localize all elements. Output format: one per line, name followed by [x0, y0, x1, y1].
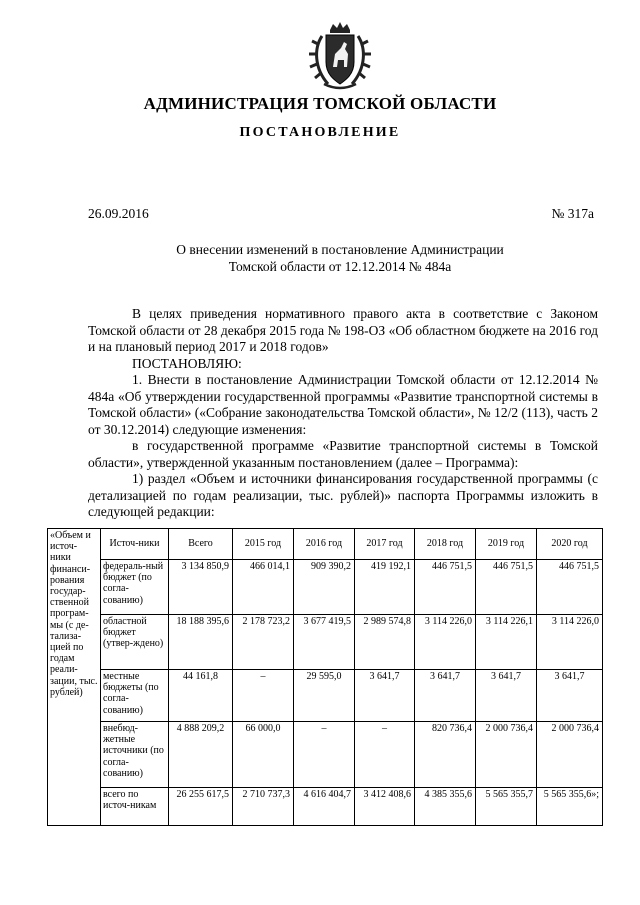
document-number: № 317а [551, 206, 594, 221]
document-type: ПОСТАНОВЛЕНИЕ [239, 125, 401, 140]
value-cell: 3 641,7 [415, 670, 476, 722]
document-subject [120, 241, 560, 275]
table-header-cell: 2017 год [355, 529, 415, 560]
value-cell: 29 595,0 [294, 670, 355, 722]
table-header-row [48, 529, 603, 560]
value-cell: 3 114 226,0 [415, 615, 476, 670]
value-cell: 446 751,5 [415, 560, 476, 615]
table-header-cell: 2019 год [476, 529, 537, 560]
value-cell: 5 565 355,7 [476, 788, 537, 826]
value-cell: 44 161,8 [169, 670, 233, 722]
value-cell: 446 751,5 [537, 560, 603, 615]
value-cell: 66 000,0 [233, 722, 294, 788]
document-date: 26.09.2016 [88, 206, 149, 221]
value-cell: 3 677 419,5 [294, 615, 355, 670]
value-cell: 3 641,7 [355, 670, 415, 722]
table-first-cell: «Объем и источ-ники финанси-рования государ-ственной програм-мы (с де-тализа-цией по годам реали-зации, тыс. рублей) [48, 529, 101, 826]
document-body [88, 306, 598, 521]
value-cell: 3 114 226,0 [537, 615, 603, 670]
value-cell: 2 000 736,4 [476, 722, 537, 788]
paragraph-program: в государственной программе «Развитие транспортной системы в Томской области», утвержденной указанным постановлением (далее – Программа): [88, 438, 598, 470]
value-cell: 26 255 617,5 [169, 788, 233, 826]
value-cell: 3 641,7 [537, 670, 603, 722]
value-cell: 4 616 404,7 [294, 788, 355, 826]
paragraph-section: 1) раздел «Объем и источники финансирования государственной программы (с детализацией по годам реализации, тыс. рублей)» паспорта Программы изложить в следующей редакции: [88, 471, 598, 519]
value-cell: – [294, 722, 355, 788]
paragraph-resolve: ПОСТАНОВЛЯЮ: [132, 355, 242, 371]
source-cell: областной бюджет (утвер-ждено) [101, 615, 169, 670]
table-row [48, 722, 603, 788]
paragraph-preamble: В целях приведения нормативного правого акта в соответствие с Законом Томской области от 28 декабря 2015 года № 198-ОЗ «Об областном бюджете на 2016 год и на плановый период 2017 и 2018 годов» [88, 306, 598, 354]
value-cell: 3 114 226,1 [476, 615, 537, 670]
table-header-cell: 2020 год [537, 529, 603, 560]
value-cell: 4 385 355,6 [415, 788, 476, 826]
value-cell: 3 641,7 [476, 670, 537, 722]
subject-line-1: О внесении изменений в постановление Администрации [176, 242, 504, 257]
table-header-cell: 2018 год [415, 529, 476, 560]
source-cell: внебюд-жетные источники (по согла-сованию) [101, 722, 169, 788]
table-row [48, 560, 603, 615]
value-cell: 909 390,2 [294, 560, 355, 615]
value-cell: 2 710 737,3 [233, 788, 294, 826]
subject-line-2: Томской области от 12.12.2014 № 484а [228, 259, 452, 274]
value-cell: 3 134 850,9 [169, 560, 233, 615]
organization-title: АДМИНИСТРАЦИЯ ТОМСКОЙ ОБЛАСТИ [143, 94, 497, 113]
value-cell: 3 412 408,6 [355, 788, 415, 826]
table-header-cell: 2015 год [233, 529, 294, 560]
value-cell: 2 178 723,2 [233, 615, 294, 670]
value-cell: 2 000 736,4 [537, 722, 603, 788]
value-cell: 2 989 574,8 [355, 615, 415, 670]
value-cell: 5 565 355,6»; [537, 788, 603, 826]
paragraph-item-1: 1. Внести в постановление Администрации Томской области от 12.12.2014 № 484а «Об утверждении государственной программы «Развитие транспортной системы в Томской области» («Собрание законодательства Томской области», № 12/2 (113), часть 2 от 30.12.2014) следующие изменения: [88, 372, 598, 437]
value-cell: 466 014,1 [233, 560, 294, 615]
table-header-cell: Всего [169, 529, 233, 560]
value-cell: – [355, 722, 415, 788]
coat-of-arms-emblem [308, 22, 372, 90]
value-cell: 18 188 395,6 [169, 615, 233, 670]
table-row [48, 670, 603, 722]
table-row [48, 615, 603, 670]
table-header-cell: 2016 год [294, 529, 355, 560]
value-cell: 820 736,4 [415, 722, 476, 788]
source-cell: федераль-ный бюджет (по согла-сованию) [101, 560, 169, 615]
value-cell: 4 888 209,2 [169, 722, 233, 788]
table-row-total [48, 788, 603, 826]
source-cell: местные бюджеты (по согла-сованию) [101, 670, 169, 722]
value-cell: 446 751,5 [476, 560, 537, 615]
source-cell: всего по источ-никам [101, 788, 169, 826]
financing-table [47, 528, 603, 826]
value-cell: – [233, 670, 294, 722]
value-cell: 419 192,1 [355, 560, 415, 615]
table-header-cell: Источ-ники [101, 529, 169, 560]
